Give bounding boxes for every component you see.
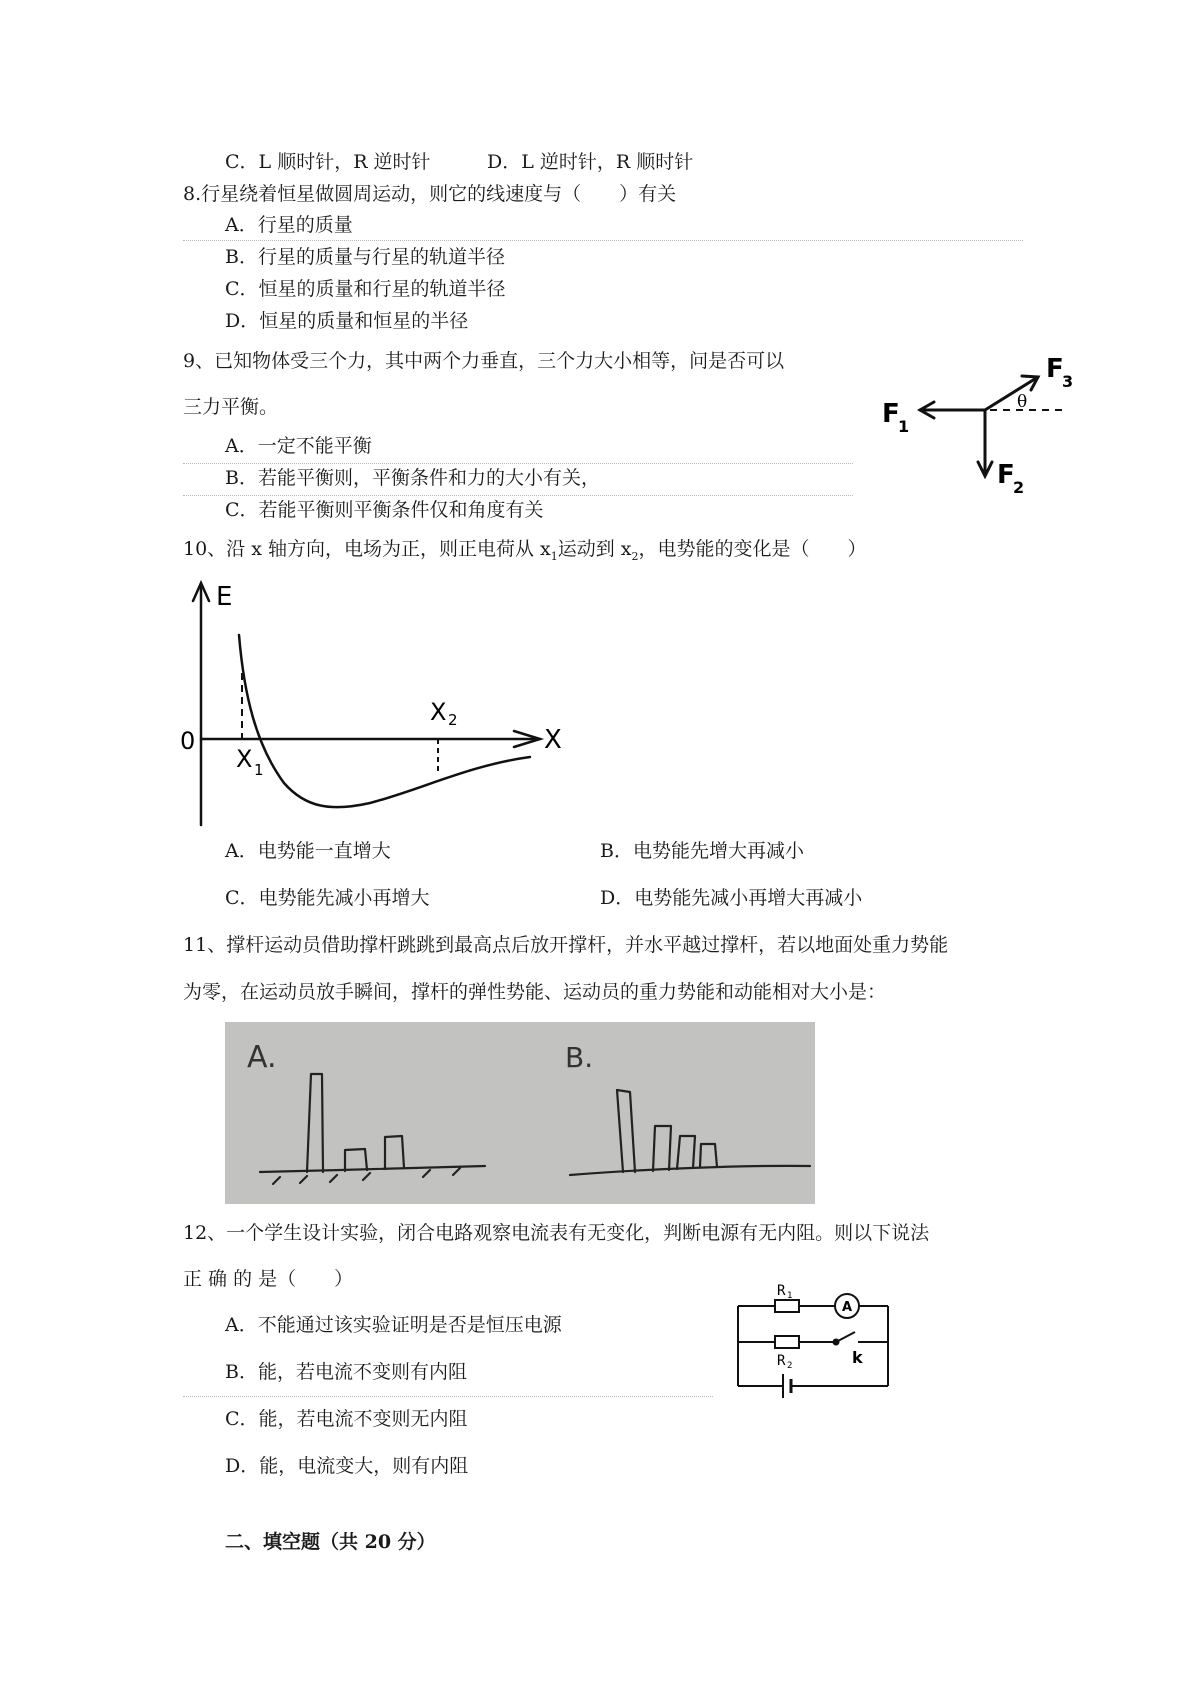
q12-stem-line2: 正 确 的 是（ ） — [183, 1268, 354, 1290]
resistor-r2 — [775, 1336, 799, 1348]
force-diagram — [870, 350, 1090, 500]
r2-label: R — [777, 1353, 786, 1369]
q12-option-c: C．能，若电流不变则无内阻 — [225, 1408, 468, 1430]
q12-stem-line1: 12、一个学生设计实验，闭合电路观察电流表有无变化，判断电源有无内阻。则以下说法 — [183, 1222, 930, 1244]
e-x-graph — [180, 575, 580, 830]
ammeter-label: A — [842, 1300, 853, 1315]
dotted-divider — [183, 495, 853, 496]
q7-option-c: C．L 顺时针，R 逆时针 — [225, 151, 431, 173]
q8-option-a: A．行星的质量 — [225, 214, 353, 236]
x1-subscript: 1 — [254, 761, 264, 779]
q9-option-c: C．若能平衡则平衡条件仅和角度有关 — [225, 499, 544, 521]
circuit-diagram — [730, 1275, 900, 1395]
bar-b-1 — [617, 1090, 635, 1172]
q9-stem-line1: 9、已知物体受三个力，其中两个力垂直，三个力大小相等，问是否可以 — [183, 350, 785, 372]
sketch-label-b: B. — [565, 1041, 594, 1074]
f3-arrow-line — [985, 377, 1038, 410]
sketch-label-a: A. — [247, 1040, 277, 1075]
switch-blade — [836, 1332, 855, 1342]
section-2-heading: 二、填空题（共 20 分） — [225, 1531, 436, 1553]
q11-stem-line2: 为零，在运动员放手瞬间，撑杆的弹性势能、运动员的重力势能和动能相对大小是： — [183, 981, 887, 1003]
r1-subscript: 1 — [787, 1291, 793, 1301]
q10-option-b: B．电势能先增大再减小 — [600, 840, 804, 862]
bar-b-3 — [677, 1136, 695, 1169]
q9-option-a: A．一定不能平衡 — [225, 435, 372, 457]
q10-stem — [183, 537, 867, 569]
q12-option-a: A．不能通过该实验证明是否是恒压电源 — [225, 1314, 562, 1336]
angle-theta-label: θ — [1017, 392, 1028, 412]
q12-option-b: B．能，若电流不变则有内阻 — [225, 1361, 467, 1383]
f3-subscript: 3 — [1062, 372, 1074, 391]
f3-label: F — [1046, 354, 1064, 384]
x1-label: X — [236, 745, 253, 773]
f2-subscript: 2 — [1013, 478, 1025, 497]
field-curve — [239, 635, 530, 807]
r1-label: R — [777, 1283, 786, 1299]
q8-stem: 8.行星绕着恒星做圆周运动，则它的线速度与（ ）有关 — [183, 183, 677, 205]
r2-subscript: 2 — [787, 1361, 793, 1371]
x-axis-label: X — [544, 725, 562, 755]
q10-stem-sub1: 1 — [550, 549, 558, 563]
dotted-divider — [183, 463, 853, 464]
bar-b-4 — [700, 1144, 717, 1167]
resistor-r1 — [775, 1300, 799, 1312]
q10-option-a: A．电势能一直增大 — [225, 840, 391, 862]
bar-b-2 — [653, 1126, 671, 1171]
e-axis-label: E — [216, 582, 233, 612]
x2-label: X — [430, 698, 447, 726]
q9-stem-line2: 三力平衡。 — [183, 396, 279, 418]
q8-option-c: C．恒星的质量和行星的轨道半径 — [225, 278, 506, 300]
origin-label: 0 — [180, 727, 196, 755]
bar-a-3 — [385, 1136, 404, 1169]
q10-stem-part3: ，电势能的变化是（ ） — [638, 538, 867, 560]
q11-stem-line1: 11、撑杆运动员借助撑杆跳跳到最高点后放开撑杆，并水平越过撑杆，若以地面处重力势能 — [183, 934, 949, 956]
dotted-divider — [183, 240, 1023, 241]
f1-subscript: 1 — [898, 417, 910, 436]
x2-subscript: 2 — [448, 711, 458, 729]
f2-label: F — [997, 460, 1015, 490]
q10-stem-part2: 运动到 x — [557, 538, 632, 560]
q10-stem-sub2: 2 — [631, 549, 639, 563]
dotted-divider — [183, 1396, 713, 1397]
q8-option-d: D．恒星的质量和恒星的半径 — [225, 310, 469, 332]
ground-line-a — [260, 1166, 485, 1172]
ground-line-b — [570, 1166, 810, 1175]
q12-option-d: D．能，电流变大，则有内阻 — [225, 1455, 469, 1477]
energy-bar-sketch — [225, 1022, 815, 1204]
q9-option-b: B．若能平衡则，平衡条件和力的大小有关， — [225, 467, 600, 489]
bar-a-2 — [345, 1149, 367, 1171]
bar-a-1 — [307, 1074, 323, 1172]
q10-option-d: D．电势能先减小再增大再减小 — [600, 887, 863, 909]
f1-label: F — [882, 399, 900, 429]
q7-option-d: D．L 逆时针，R 顺时针 — [487, 151, 694, 173]
q10-stem-part1: 10、沿 x 轴方向，电场为正，则正电荷从 x — [183, 538, 551, 560]
q8-option-b: B．行星的质量与行星的轨道半径 — [225, 246, 505, 268]
q10-option-c: C．电势能先减小再增大 — [225, 887, 430, 909]
switch-label: k — [852, 1348, 863, 1367]
